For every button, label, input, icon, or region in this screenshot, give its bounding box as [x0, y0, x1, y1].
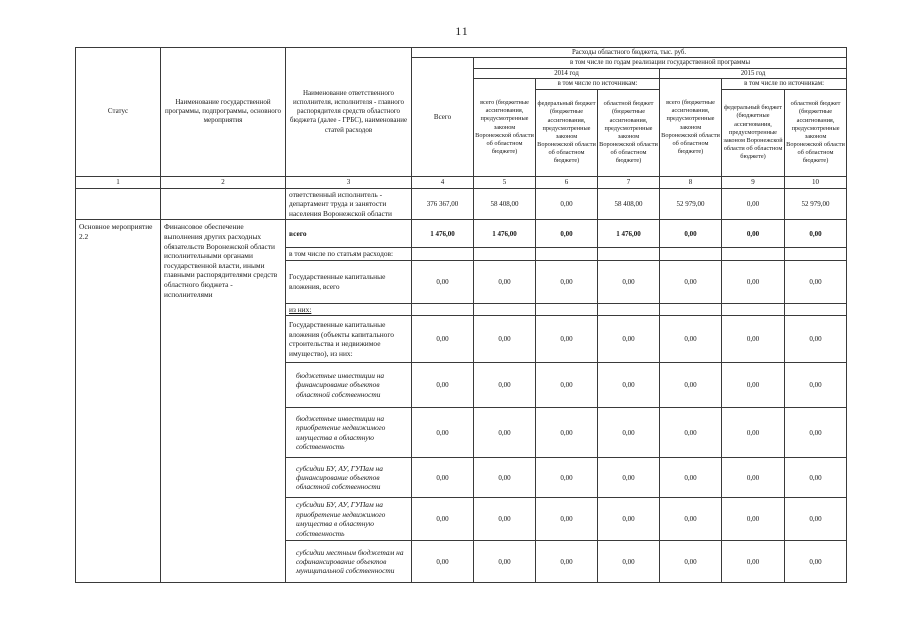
value-cell: 0,00 [598, 458, 660, 498]
value-cell: 0,00 [722, 220, 785, 248]
value-cell: 0,00 [536, 363, 598, 408]
value-cell [536, 248, 598, 260]
value-cell: 0,00 [660, 220, 722, 248]
col-number: 9 [722, 176, 785, 188]
header-total: Всего [412, 58, 474, 176]
header-year-2015: 2015 год [660, 68, 847, 78]
col-number: 6 [536, 176, 598, 188]
value-cell: 0,00 [660, 260, 722, 303]
value-cell: 52 979,00 [660, 188, 722, 219]
value-cell [785, 248, 847, 260]
header-expenses-title: Расходы областного бюджета, тыс. руб. [412, 48, 847, 58]
col-number: 8 [660, 176, 722, 188]
col-number: 5 [474, 176, 536, 188]
col-number: 7 [598, 176, 660, 188]
value-cell [598, 248, 660, 260]
value-cell: 0,00 [722, 316, 785, 363]
row-label: субсидии БУ, АУ, ГУПам на приобретение недвижимого имущества в областную собственность [286, 498, 412, 541]
value-cell: 0,00 [474, 458, 536, 498]
row-label: субсидии БУ, АУ, ГУПам на финансирование объектов областной собственности [286, 458, 412, 498]
value-cell: 0,00 [474, 408, 536, 458]
value-cell: 0,00 [536, 498, 598, 541]
row-label: бюджетные инвестиции на приобретение недвижимого имущества в областную собственность [286, 408, 412, 458]
value-cell: 0,00 [412, 458, 474, 498]
value-cell: 58 408,00 [598, 188, 660, 219]
value-cell: 0,00 [722, 363, 785, 408]
row-label: в том числе по статьям расходов: [286, 248, 412, 260]
value-cell: 0,00 [785, 363, 847, 408]
value-cell: 0,00 [598, 363, 660, 408]
header-executor: Наименование ответственного исполнителя, исполнителя - главного распорядителя средств областного бюджета (далее - ГРБС), наименование статей расходов [286, 48, 412, 177]
value-cell [785, 303, 847, 315]
row-label: субсидии местным бюджетам на софинансирование объектов муниципальной собственности [286, 541, 412, 583]
value-cell [660, 248, 722, 260]
value-cell: 0,00 [598, 316, 660, 363]
value-cell: 0,00 [536, 541, 598, 583]
value-cell: 0,00 [660, 458, 722, 498]
value-cell: 0,00 [785, 458, 847, 498]
value-cell: 0,00 [474, 498, 536, 541]
value-cell: 0,00 [722, 260, 785, 303]
row-label: Государственные капитальные вложения (объекты капитального строительства и недвижимое имущество), из них: [286, 316, 412, 363]
value-cell: 0,00 [660, 498, 722, 541]
value-cell: 0,00 [536, 220, 598, 248]
value-cell: 0,00 [785, 316, 847, 363]
value-cell: 0,00 [412, 541, 474, 583]
value-cell: 0,00 [785, 260, 847, 303]
value-cell: 0,00 [536, 316, 598, 363]
value-cell: 0,00 [722, 458, 785, 498]
value-cell: 0,00 [412, 498, 474, 541]
value-cell [474, 303, 536, 315]
header-2015-regional: областной бюджет (бюджетные ассигнования, предусмотренные законом Воронежской области об областном бюджете) [785, 89, 847, 176]
col-number: 4 [412, 176, 474, 188]
header-2014-by-sources: в том числе по источникам: [536, 79, 660, 89]
value-cell: 0,00 [785, 498, 847, 541]
header-2014-total: всего (бюджетные ассигнования, предусмотренные законом Воронежской области об областном бюджете) [474, 79, 536, 176]
value-cell: 0,00 [660, 363, 722, 408]
value-cell: 0,00 [412, 363, 474, 408]
value-cell: 1 476,00 [412, 220, 474, 248]
value-cell: 1 476,00 [598, 220, 660, 248]
value-cell: 0,00 [474, 316, 536, 363]
row-label: из них: [286, 303, 412, 315]
row-label: ответственный исполнитель - департамент труда и занятости населения Воронежской области [286, 188, 412, 219]
value-cell [536, 303, 598, 315]
page-number: 11 [455, 24, 469, 38]
value-cell: 0,00 [722, 188, 785, 219]
budget-table [75, 47, 847, 583]
value-cell: 0,00 [474, 541, 536, 583]
value-cell: 0,00 [660, 541, 722, 583]
col-number: 3 [286, 176, 412, 188]
header-2014-federal: федеральный бюджет (бюджетные ассигнования, предусмотренные законом Воронежской области об областном бюджете) [536, 89, 598, 176]
value-cell [722, 248, 785, 260]
value-cell: 0,00 [598, 408, 660, 458]
program-cell: Финансовое обеспечение выполнения других расходных обязательств Воронежской области исполнительными органами государственной власти, иными главными распорядителями средств областного бюджета - исполнителями [161, 220, 286, 583]
value-cell [598, 303, 660, 315]
value-cell: 1 476,00 [474, 220, 536, 248]
value-cell: 0,00 [536, 260, 598, 303]
value-cell: 0,00 [598, 541, 660, 583]
header-program: Наименование государственной программы, подпрограммы, основного мероприятия [161, 48, 286, 177]
value-cell: 376 367,00 [412, 188, 474, 219]
row-label: всего [286, 220, 412, 248]
value-cell: 0,00 [722, 541, 785, 583]
value-cell: 0,00 [412, 260, 474, 303]
value-cell [412, 303, 474, 315]
value-cell: 0,00 [412, 316, 474, 363]
status-empty-cell [76, 188, 161, 219]
value-cell: 0,00 [536, 188, 598, 219]
col-number: 10 [785, 176, 847, 188]
col-number: 2 [161, 176, 286, 188]
value-cell: 0,00 [412, 408, 474, 458]
header-2015-total: всего (бюджетные ассигнования, предусмотренные законом Воронежской области об областном бюджете) [660, 79, 722, 176]
value-cell [722, 303, 785, 315]
row-label: бюджетные инвестиции на финансирование объектов областной собственности [286, 363, 412, 408]
header-year-2014: 2014 год [474, 68, 660, 78]
header-by-years: в том числе по годам реализации государственной программы [474, 58, 847, 68]
value-cell: 0,00 [785, 408, 847, 458]
value-cell: 0,00 [474, 260, 536, 303]
value-cell: 0,00 [660, 408, 722, 458]
value-cell [412, 248, 474, 260]
header-status: Статус [76, 48, 161, 177]
value-cell: 0,00 [785, 220, 847, 248]
value-cell: 0,00 [660, 316, 722, 363]
value-cell [660, 303, 722, 315]
value-cell: 0,00 [722, 498, 785, 541]
value-cell: 0,00 [598, 498, 660, 541]
value-cell [474, 248, 536, 260]
value-cell: 0,00 [598, 260, 660, 303]
header-2015-federal: федеральный бюджет (бюджетные ассигнования, предусмотренные законом Воронежской области об областном бюджете) [722, 89, 785, 176]
value-cell: 0,00 [536, 458, 598, 498]
value-cell: 0,00 [474, 363, 536, 408]
program-empty-cell [161, 188, 286, 219]
value-cell: 0,00 [722, 408, 785, 458]
value-cell: 0,00 [536, 408, 598, 458]
col-number: 1 [76, 176, 161, 188]
header-2015-by-sources: в том числе по источникам: [722, 79, 847, 89]
header-2014-regional: областной бюджет (бюджетные ассигнования, предусмотренные законом Воронежской области об областном бюджете) [598, 89, 660, 176]
row-label: Государственные капитальные вложения, всего [286, 260, 412, 303]
status-cell: Основное мероприятие 2.2 [76, 220, 161, 583]
value-cell: 0,00 [785, 541, 847, 583]
value-cell: 52 979,00 [785, 188, 847, 219]
value-cell: 58 408,00 [474, 188, 536, 219]
